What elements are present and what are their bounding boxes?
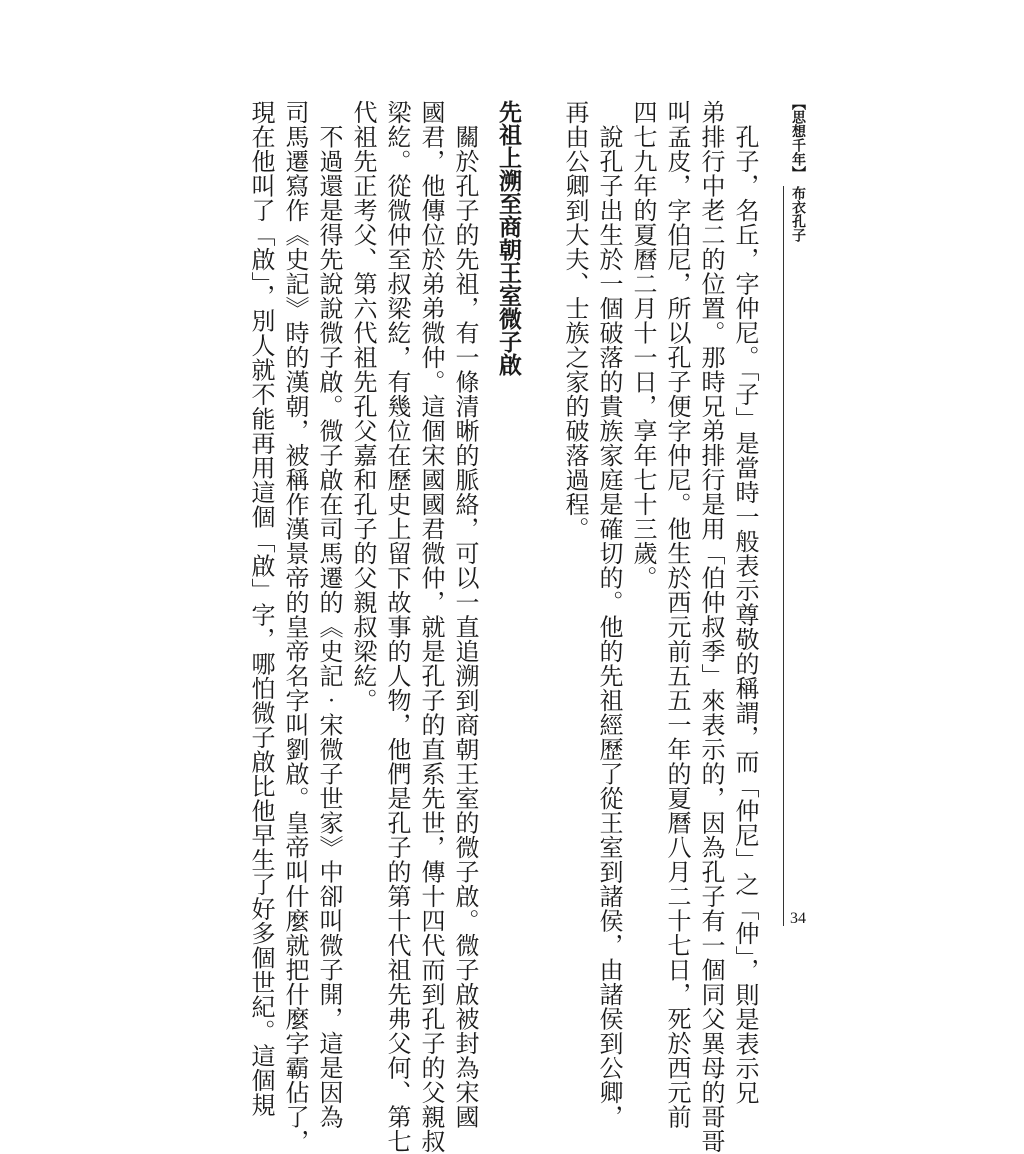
text-column-1: 孔子，名丘，字仲尼。「子」是當時一般表示尊敬的稱謂，而「仲尼」之「仲」，則是表示兄 (731, 100, 759, 1105)
text-column-13: 現在他叫了「啟」，別人就不能再用這個「啟」字，哪怕微子啟比他早生了好多個世紀。這個規 (247, 100, 275, 1117)
text-column-9: 梁紇。從微仲至叔梁紇，有幾位在歷史上留下故事的人物，他們是孔子的第十代祖先弗父何、第七 (383, 100, 411, 1154)
text-column-10: 代祖先正考父、第六代祖先孔父嘉和孔子的父親叔梁紇。 (349, 100, 377, 713)
text-column-4: 四七九年的夏曆二月十一日，享年七十三歲。 (629, 100, 657, 590)
running-head-series: 【思想千年】 (790, 96, 806, 180)
running-head-chapter: 布衣孔子 (790, 186, 806, 242)
text-column-3: 叫孟皮，字伯尼，所以孔子便字仲尼。他生於西元前五五一年的夏曆八月二十七日，死於西元前 (663, 100, 691, 1129)
text-column-6: 再由公卿到大夫、士族之家的破落過程。 (561, 100, 589, 541)
text-column-7: 關於孔子的先祖，有一條清晰的脈絡，可以一直追溯到商朝王室的微子啟。微子啟被封為宋國 (451, 100, 479, 1129)
page-number: 34 (790, 910, 806, 927)
text-column-2: 弟排行中老二的位置。那時兄弟排行是用「伯仲叔季」來表示的，因為孔子有一個同父異母的哥哥 (697, 100, 725, 1154)
header-rule (783, 186, 784, 926)
text-column-12: 司馬遷寫作《史記》時的漢朝，被稱作漢景帝的皇帝名字叫劉啟。皇帝叫什麼就把什麼字霸佔了， (281, 100, 309, 1154)
section-heading: 先祖上溯至商朝王室微子啟 (495, 100, 521, 376)
text-column-5: 說孔子出生於一個破落的貴族家庭是確切的。他的先祖經歷了從王室到諸侯，由諸侯到公卿， (595, 100, 623, 1129)
text-column-8: 國君，他傳位於弟弟微仲。這個宋國國君微仲，就是孔子的直系先世，傳十四代而到孔子的父親叔 (417, 100, 445, 1154)
text-column-11: 不過還是得先說說微子啟。微子啟在司馬遷的《史記‧宋微子世家》中卻叫微子開，這是因為 (315, 100, 343, 1129)
